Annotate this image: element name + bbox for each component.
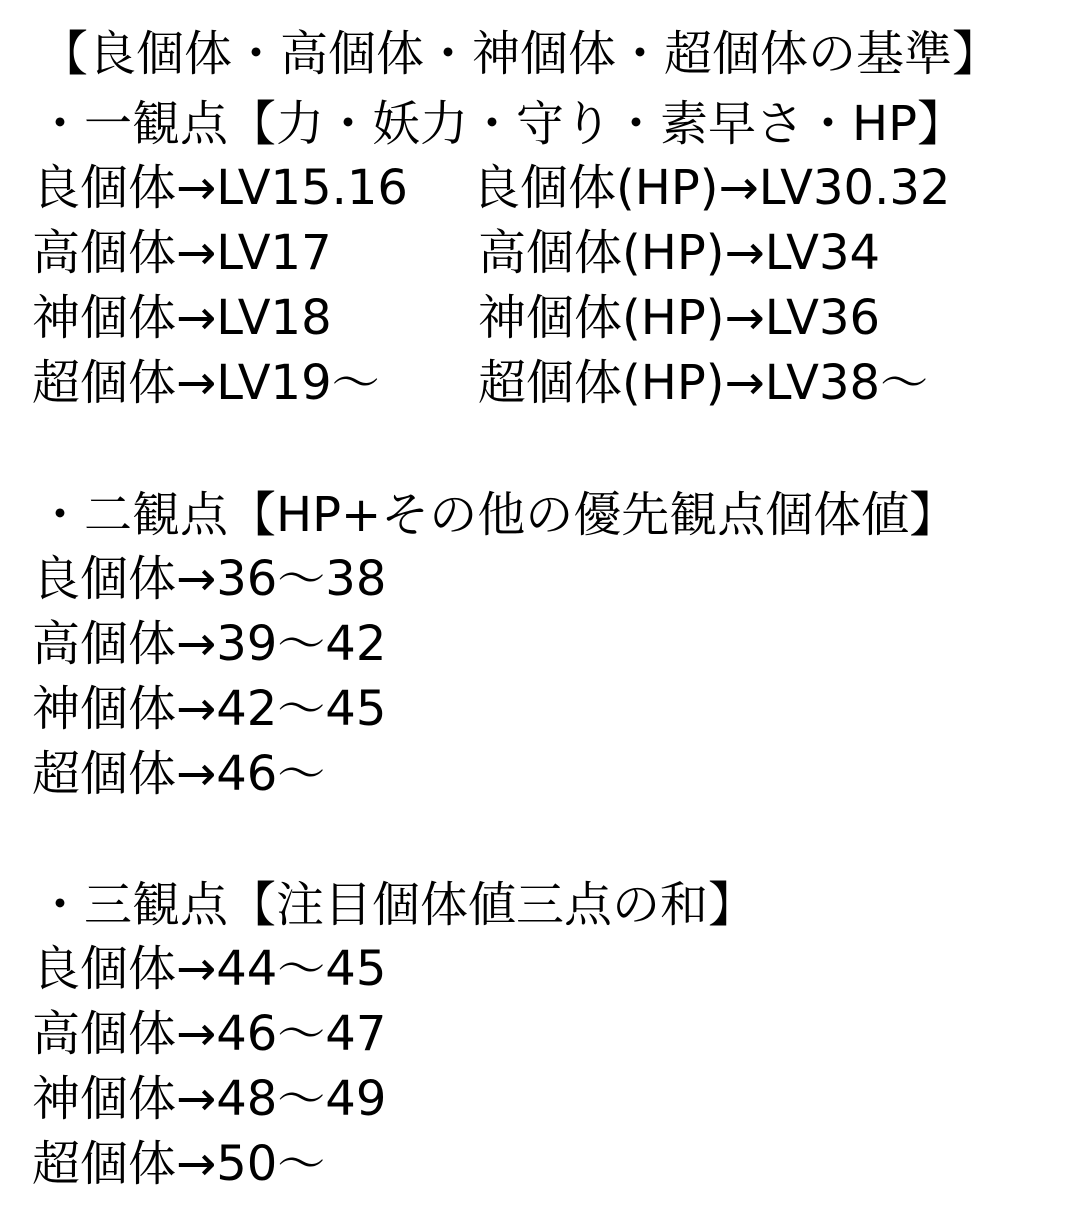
section3-row: 神個体→48〜49 [32, 1071, 387, 1127]
section1-left-row: 超個体→LV19〜 [32, 355, 380, 411]
section3-row: 超個体→50〜 [32, 1136, 326, 1192]
section2-row: 神個体→42〜45 [32, 681, 387, 737]
section3-heading: ・三観点【注目個体値三点の和】 [36, 877, 757, 933]
section1-right-row: 超個体(HP)→LV38〜 [478, 355, 929, 411]
section1-right-row: 高個体(HP)→LV34 [478, 225, 881, 281]
section1-right-row: 神個体(HP)→LV36 [478, 290, 881, 346]
section1-left-row: 高個体→LV17 [32, 225, 332, 281]
section2-heading: ・二観点【HP+その他の優先観点個体値】 [36, 487, 958, 543]
section1-left-row: 良個体→LV15.16 [32, 160, 408, 216]
section1-left-row: 神個体→LV18 [32, 290, 332, 346]
document-title: 【良個体・高個体・神個体・超個体の基準】 [40, 26, 1001, 82]
section2-row: 高個体→39〜42 [32, 616, 387, 672]
section3-row: 良個体→44〜45 [32, 941, 387, 997]
section2-row: 超個体→46〜 [32, 746, 326, 802]
section3-row: 高個体→46〜47 [32, 1006, 387, 1062]
section1-right-row: 良個体(HP)→LV30.32 [472, 160, 951, 216]
section1-heading: ・一観点【力・妖力・守り・素早さ・HP】 [36, 96, 966, 152]
section2-row: 良個体→36〜38 [32, 551, 387, 607]
